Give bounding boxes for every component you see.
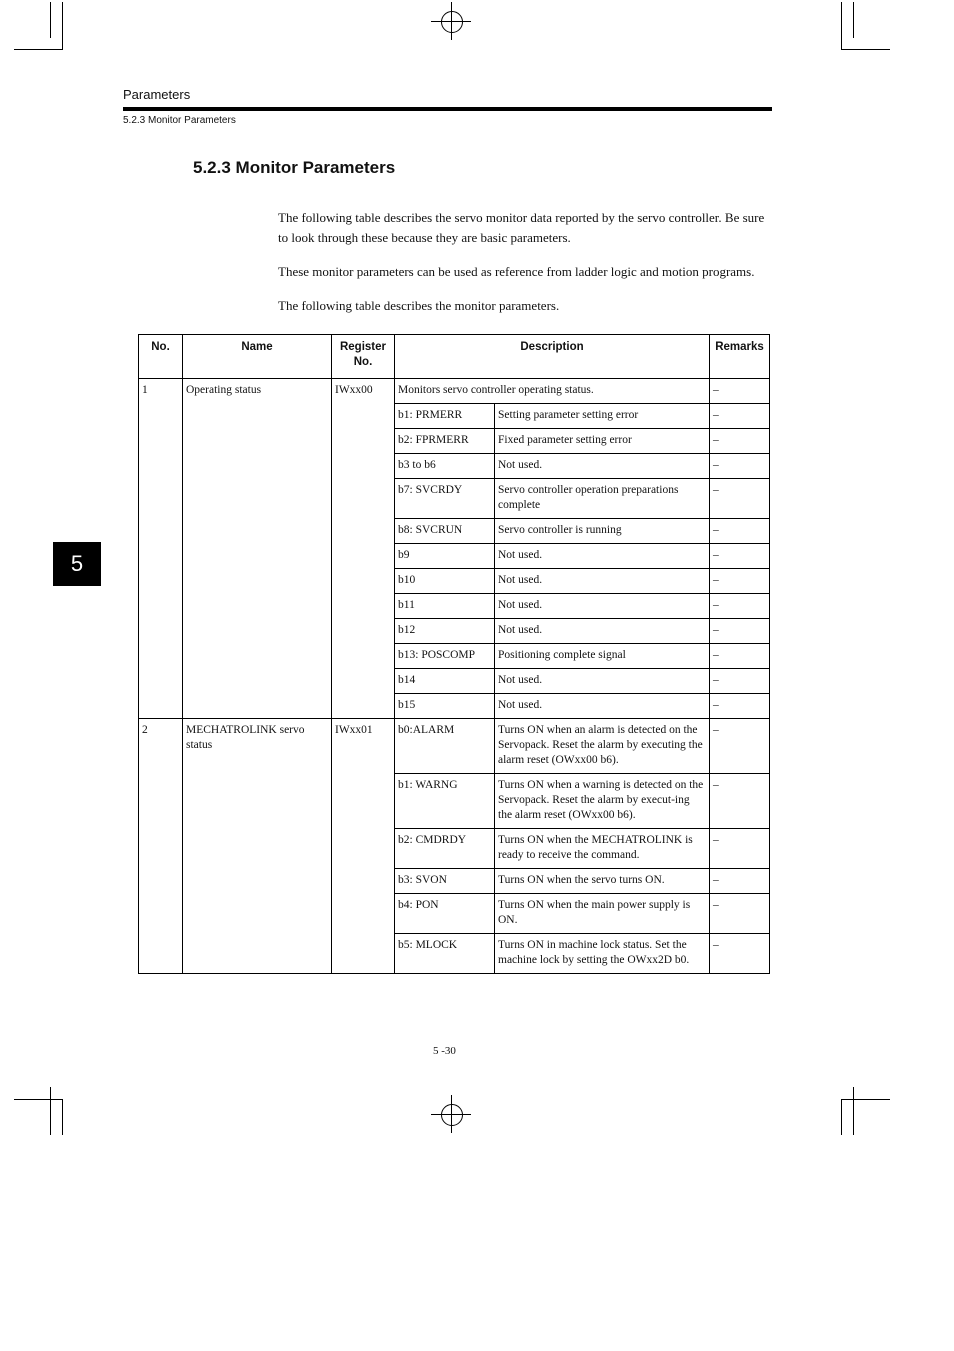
cell-remark: – (710, 379, 770, 404)
cell-bit-description: Turns ON when the main power supply is ON. (495, 894, 710, 934)
cell-bit-description: Turns ON when the MECHATROLINK is ready to receive the command. (495, 829, 710, 869)
cell-bit-description: Not used. (495, 569, 710, 594)
table-row (139, 379, 770, 404)
cell-bit-description: Not used. (495, 694, 710, 719)
cell-remark: – (710, 644, 770, 669)
cell-bit-description: Turns ON in machine lock status. Set the machine lock by setting the OWxx2D b0. (495, 934, 710, 974)
cell-bit: b3 to b6 (395, 454, 495, 479)
cell-bit-description: Setting parameter setting error (495, 404, 710, 429)
header-register: Register No. (332, 335, 395, 379)
cell-bit-description: Turns ON when the servo turns ON. (495, 869, 710, 894)
cell-bit: b9 (395, 544, 495, 569)
cell-register: IWxx01 (332, 719, 395, 974)
header-description: Description (395, 335, 710, 379)
cell-remark: – (710, 894, 770, 934)
cell-bit: b0:ALARM (395, 719, 495, 774)
cell-bit: b8: SVCRUN (395, 519, 495, 544)
cell-bit: b10 (395, 569, 495, 594)
cell-bit: b15 (395, 694, 495, 719)
cell-remark: – (710, 429, 770, 454)
cell-bit: b13: POSCOMP (395, 644, 495, 669)
cell-remark: – (710, 934, 770, 974)
cell-remark: – (710, 479, 770, 519)
cell-bit: b2: FPRMERR (395, 429, 495, 454)
cell-bit: b14 (395, 669, 495, 694)
cell-no: 2 (139, 719, 183, 974)
cell-bit-description: Fixed parameter setting error (495, 429, 710, 454)
cell-remark: – (710, 404, 770, 429)
cell-remark: – (710, 454, 770, 479)
header-name: Name (183, 335, 332, 379)
intro-paragraph-1: The following table describes the servo monitor data reported by the servo controller. Be sure to look through these because they are basic parameters. (278, 210, 765, 245)
cell-bit-description: Servo controller operation preparations complete (495, 479, 710, 519)
cell-remark: – (710, 694, 770, 719)
cell-name: Operating status (183, 379, 332, 719)
cell-bit: b5: MLOCK (395, 934, 495, 974)
monitor-parameters-table (138, 334, 770, 974)
page-number: 5 -30 (433, 1045, 456, 1057)
running-header-section: Parameters (123, 87, 191, 102)
cell-bit-description: Not used. (495, 454, 710, 479)
cell-bit-description: Turns ON when an alarm is detected on the Servopack. Reset the alarm by executing the alarm reset (OWxx00 b6). (495, 719, 710, 774)
cell-remark: – (710, 869, 770, 894)
cell-bit: b1: PRMERR (395, 404, 495, 429)
intro-paragraph-3: The following table describes the monitor parameters. (278, 298, 560, 313)
cell-remark: – (710, 774, 770, 829)
header-no: No. (139, 335, 183, 379)
cell-description-summary: Monitors servo controller operating status. (395, 379, 710, 404)
running-header-subsection: 5.2.3 Monitor Parameters (123, 115, 236, 126)
cell-remark: – (710, 719, 770, 774)
header-rule (123, 107, 772, 111)
cell-remark: – (710, 619, 770, 644)
cell-bit-description: Not used. (495, 619, 710, 644)
section-title: 5.2.3 Monitor Parameters (193, 158, 396, 177)
cell-bit-description: Servo controller is running (495, 519, 710, 544)
header-remarks: Remarks (710, 335, 770, 379)
cell-remark: – (710, 594, 770, 619)
cell-bit: b1: WARNG (395, 774, 495, 829)
cell-remark: – (710, 544, 770, 569)
cell-remark: – (710, 829, 770, 869)
cell-remark: – (710, 569, 770, 594)
cell-register: IWxx00 (332, 379, 395, 719)
cell-bit-description: Turns ON when a warning is detected on the Servopack. Reset the alarm by execut-ing the alarm reset (OWxx00 b6). (495, 774, 710, 829)
cell-bit-description: Not used. (495, 544, 710, 569)
cell-remark: – (710, 519, 770, 544)
cell-bit: b4: PON (395, 894, 495, 934)
cell-no: 1 (139, 379, 183, 719)
cell-remark: – (710, 669, 770, 694)
table-row (139, 719, 770, 774)
cell-bit-description: Not used. (495, 594, 710, 619)
cell-bit: b11 (395, 594, 495, 619)
cell-bit: b3: SVON (395, 869, 495, 894)
cell-name: MECHATROLINK servo status (183, 719, 332, 974)
cell-bit-description: Positioning complete signal (495, 644, 710, 669)
intro-paragraph-2: These monitor parameters can be used as reference from ladder logic and motion programs. (278, 264, 755, 279)
cell-bit-description: Not used. (495, 669, 710, 694)
table-header-row (139, 335, 770, 379)
cell-bit: b2: CMDRDY (395, 829, 495, 869)
cell-bit: b7: SVCRDY (395, 479, 495, 519)
chapter-tab: 5 (53, 542, 101, 586)
cell-bit: b12 (395, 619, 495, 644)
